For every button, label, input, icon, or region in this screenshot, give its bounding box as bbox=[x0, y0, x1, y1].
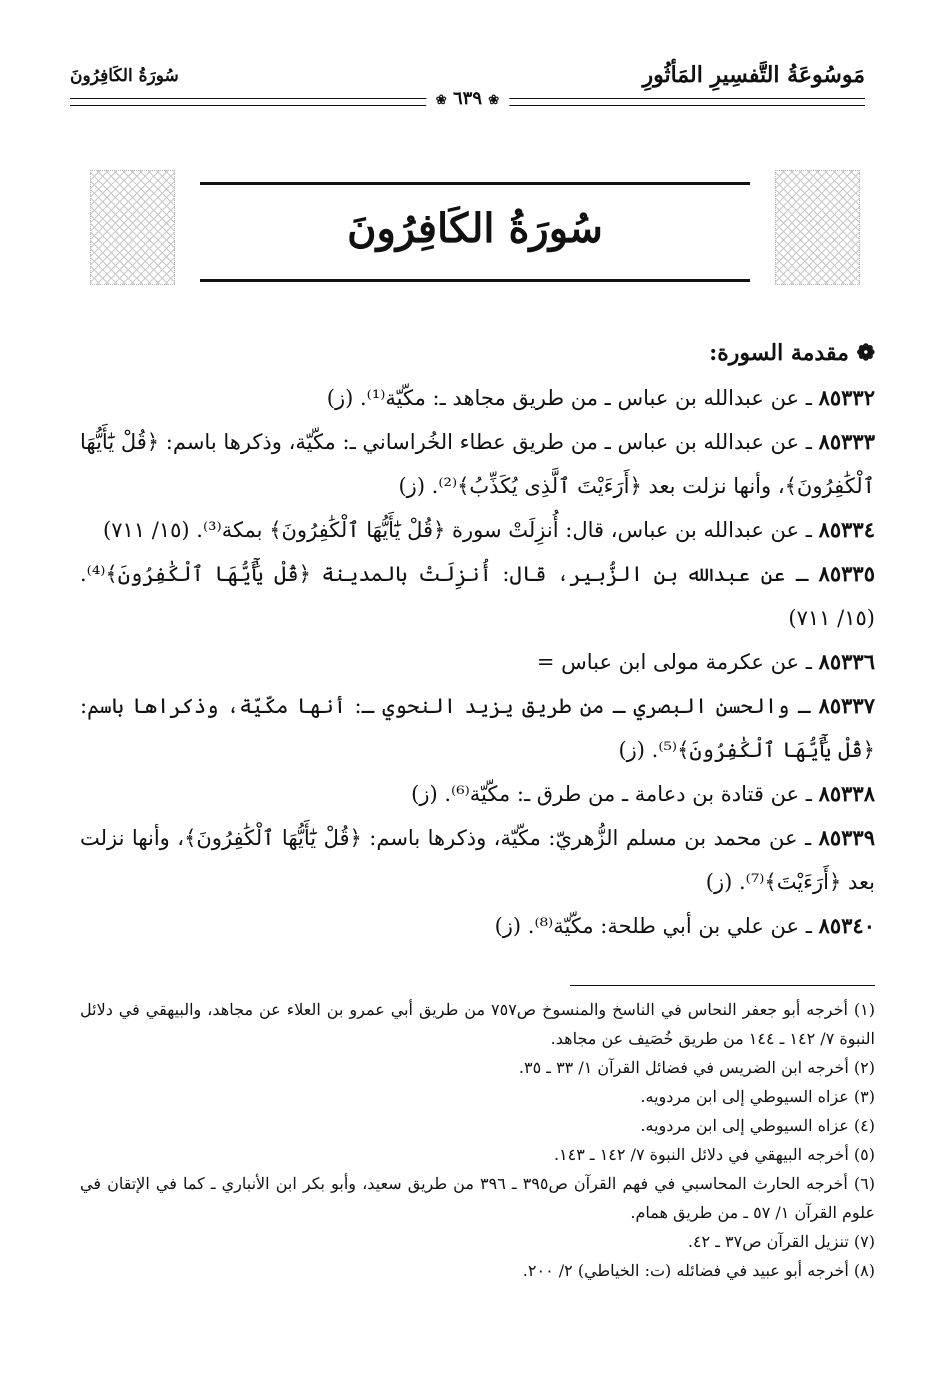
footnote: (٥) أخرجه البيهقي في دلائل النبوة ٧/ ١٤٢ ـ ١٤٣. bbox=[553, 1145, 875, 1164]
narration-text: ـ عن عبدالله بن عباس، قال: أُنزِلَتْ سورة ﴿قُلْ يَٰٓأَيُّهَا ٱلْكَٰفِرُونَ﴾ بمكة⁽³⁾. (١٥/ ٧١١) bbox=[103, 518, 819, 542]
footnote-separator bbox=[570, 985, 875, 986]
arabesque-ornament-icon bbox=[90, 170, 175, 285]
narration-entry bbox=[80, 816, 875, 904]
footnote: (٢) أخرجه ابن الضريس في فضائل القرآن ١/ ٣٣ ـ ٣٥. bbox=[518, 1058, 875, 1077]
footnotes bbox=[80, 995, 875, 1285]
footnote: (١) أخرجه أبو جعفر النحاس في الناسخ والمنسوخ ص٧٥٧ من طريق أبي عمرو بن العلاء عن مجاهد، والبيهقي في دلائل النبوة ٧/ ١٤٢ ـ ١٤٤ من طريق خُصَيف عن مجاهد. bbox=[80, 1000, 875, 1048]
narration-number: ٨٥٣٤٠ bbox=[818, 913, 875, 938]
ornament-icon: ❀ bbox=[488, 93, 500, 108]
narration-number: ٨٥٣٣٩ bbox=[818, 825, 875, 850]
narration-number: ٨٥٣٣٨ bbox=[818, 781, 875, 806]
narration-text: ـ عن محمد بن مسلم الزُّهريّ: مكّيّة، وذكرها باسم: ﴿قُلْ يَٰٓأَيُّهَا ٱلْكَٰفِرُونَ﴾، وأنها نزلت بعد ﴿أَرَءَيْتَ﴾⁽⁷⁾. (ز) bbox=[80, 826, 875, 894]
narration-entry bbox=[80, 552, 875, 640]
narration-text: ـ عن عبدالله بن عباس ـ من طريق مجاهد ـ: مكّيّة⁽¹⁾. (ز) bbox=[326, 386, 819, 410]
title-rule-bottom bbox=[200, 279, 750, 282]
page-number-box bbox=[426, 88, 509, 109]
section-heading bbox=[80, 340, 875, 366]
book-title: مَوسُوعَةُ التَّفسِيرِ المَأثُورِ bbox=[642, 62, 865, 88]
narration-number: ٨٥٣٣٢ bbox=[818, 385, 875, 410]
title-rule-top bbox=[200, 182, 750, 185]
surah-title: سُورَةُ الكَافِرُونَ bbox=[347, 205, 603, 252]
footnote: (٧) تنزيل القرآن ص٣٧ ـ ٤٢. bbox=[687, 1232, 875, 1251]
narration-entry bbox=[80, 772, 875, 816]
narration-number: ٨٥٣٣٥ bbox=[818, 561, 875, 586]
narration-number: ٨٥٣٣٤ bbox=[818, 517, 875, 542]
footnote: (٨) أخرجه أبو عبيد في فضائله (ت: الخياطي) ٢/ ٢٠٠. bbox=[522, 1261, 875, 1280]
narration-text: ـ عن عبدالله بن عباس ـ من طريق عطاء الخُراساني ـ: مكّيّة، وذكرها باسم: ﴿قُلْ يَٰٓأَيُّهَا ٱلْكَٰفِرُونَ﴾، وأنها نزلت بعد ﴿أَرَءَيْتَ ٱلَّذِى يُكَذِّبُ﴾⁽²⁾. (ز) bbox=[80, 430, 875, 498]
running-surah-name: سُورَةُ الكَافِرُونَ bbox=[70, 66, 179, 86]
footnote: (٦) أخرجه الحارث المحاسبي في فهم القرآن ص٣٩٥ ـ ٣٩٦ من طريق سعيد، وأبو بكر ابن الأنباري ـ كما في الإتقان في علوم القرآن ١/ ٥٧ ـ من طريق همام. bbox=[80, 1174, 875, 1222]
narration-number: ٨٥٣٣٧ bbox=[818, 693, 875, 718]
narration-text: ـ عن قتادة بن دعامة ـ من طرق ـ: مكّيّة⁽⁶⁾. (ز) bbox=[411, 782, 819, 806]
narration-text: ـ عن عبدالله بن الزُّبير، قال: أُنزِلَتْ بالمدينة ﴿قُلْ يَٰٓأَيُّهَا ٱلْكَٰفِرُونَ﴾⁽⁴⁾. (١٥/ ٧١١) bbox=[80, 562, 875, 630]
narration-entry bbox=[80, 684, 875, 772]
narration-text: ـ عن علي بن أبي طلحة: مكّيّة⁽⁸⁾. (ز) bbox=[494, 914, 819, 938]
narration-entry bbox=[80, 640, 875, 684]
narration-entry bbox=[80, 508, 875, 552]
page-number: ٦٣٩ bbox=[452, 88, 483, 109]
narration-number: ٨٥٣٣٦ bbox=[818, 649, 875, 674]
narration-entry bbox=[80, 376, 875, 420]
arabesque-ornament-icon bbox=[775, 170, 860, 285]
narration-number: ٨٥٣٣٣ bbox=[818, 429, 875, 454]
narration-text: ـ والحسن البصري ـ من طريق يزيد النحوي ـ: أنها مكّيّة، وذكراها باسم: ﴿قُلْ يَٰٓأَيُّهَا ٱلْكَٰفِرُونَ﴾⁽⁵⁾. (ز) bbox=[80, 694, 875, 762]
surah-title-band bbox=[90, 170, 860, 290]
footnote: (٣) عزاه السيوطي إلى ابن مردويه. bbox=[640, 1087, 875, 1106]
ornament-icon: ❀ bbox=[435, 93, 447, 108]
narration-entry bbox=[80, 904, 875, 948]
narration-entry bbox=[80, 420, 875, 508]
narration-text: ـ عن عكرمة مولى ابن عباس = bbox=[536, 650, 819, 674]
page-header bbox=[70, 62, 865, 122]
flower-ornament-icon: ❁ bbox=[856, 340, 875, 366]
section-heading-text: مقدمة السورة: bbox=[709, 340, 849, 366]
main-text bbox=[80, 340, 875, 948]
footnote: (٤) عزاه السيوطي إلى ابن مردويه. bbox=[640, 1116, 875, 1135]
